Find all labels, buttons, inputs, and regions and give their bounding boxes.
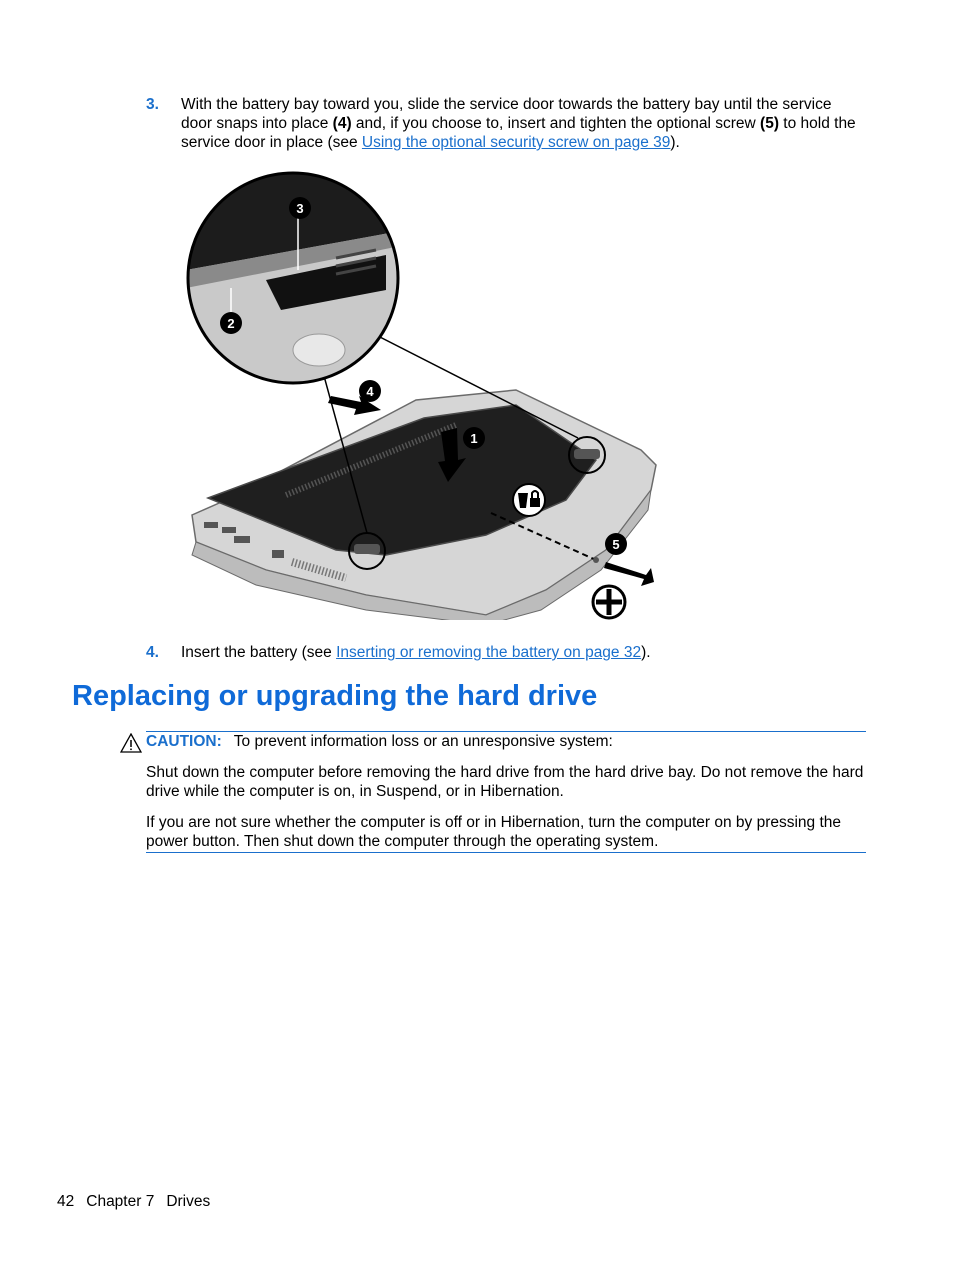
section-title: Replacing or upgrading the hard drive [72, 680, 598, 712]
caution-line [146, 732, 866, 751]
laptop-base [192, 390, 656, 620]
warning-icon [120, 733, 142, 753]
step-number: 3. [146, 96, 159, 113]
svg-text:5: 5 [612, 537, 620, 552]
screw-arrow [604, 562, 654, 586]
callout-5 [605, 533, 627, 555]
chapter-title: Drives [166, 1193, 211, 1210]
caution-paragraph: If you are not sure whether the computer is off or in Hibernation, turn the computer on by pressing the power button. Then shut down the computer through the operating system. [146, 814, 842, 850]
step-text: Insert the battery (see Inserting or removing the battery on page 32). [181, 644, 651, 661]
battery-link[interactable]: Inserting or removing the battery on page 32 [336, 644, 642, 661]
svg-text:2: 2 [227, 316, 235, 331]
caution-label: CAUTION: [146, 733, 222, 750]
step-4 [146, 643, 866, 662]
callout-3 [289, 197, 311, 219]
svg-text:3: 3 [296, 201, 304, 216]
caution-text: To prevent information loss or an unresponsive system: [233, 733, 613, 750]
step-number: 4. [146, 644, 159, 661]
lock-icon [513, 484, 545, 516]
chapter-label: Chapter 7 [86, 1193, 155, 1210]
page-footer [57, 1192, 222, 1211]
caution-box [146, 731, 866, 853]
service-door-illustration [186, 170, 666, 620]
step-text: With the battery bay toward you, slide the service door towards the battery bay until the service door snaps into place (4) and, if you choose to, insert and tighten the optional screw (5) to hold the service door in place (see Using the optional security screw on page 39). [181, 96, 856, 151]
security-screw-link[interactable]: Using the optional security screw on page 39 [361, 134, 671, 151]
svg-text:4: 4 [366, 384, 374, 399]
svg-text:1: 1 [470, 431, 478, 446]
page-number: 42 [57, 1193, 75, 1210]
callout-4 [359, 380, 381, 402]
callout-2 [220, 312, 242, 334]
callout-1 [463, 427, 485, 449]
step-3 [146, 95, 866, 152]
caution-paragraph: Shut down the computer before removing the hard drive from the hard drive bay. Do not remove the hard drive while the computer is on, in Suspend, or in Hibernation. [146, 764, 864, 800]
